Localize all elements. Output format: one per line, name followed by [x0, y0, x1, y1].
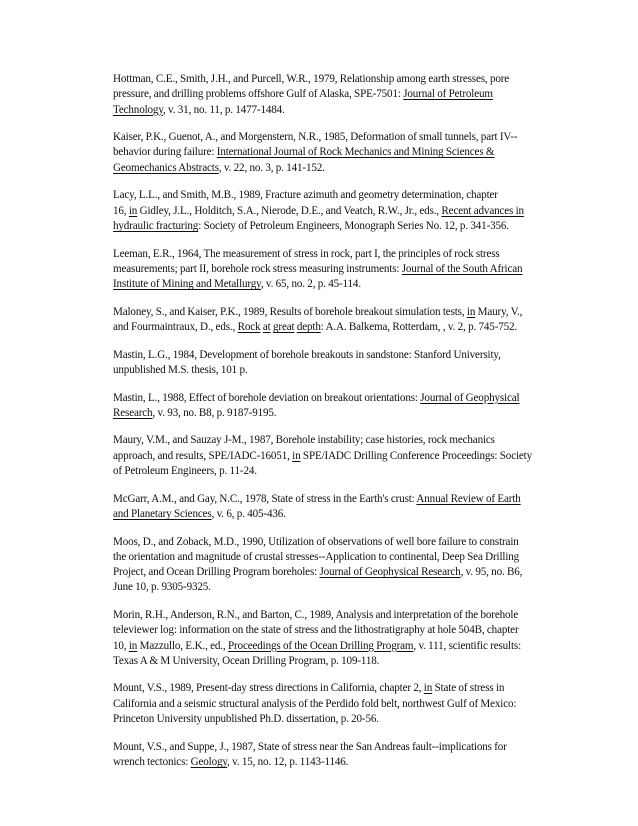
reference-line	[113, 161, 537, 176]
reference-line	[113, 623, 537, 638]
reference-text: , v. 31, no. 11, p. 1477-1484.	[163, 103, 285, 116]
reference-text: 10,	[113, 639, 129, 652]
reference-text: : Society of Petroleum Engineers, Monograph Series No. 12, p. 341-356.	[198, 219, 509, 232]
reference-line	[113, 188, 537, 203]
underlined-text: at	[262, 321, 271, 334]
reference-entry	[113, 740, 537, 771]
reference-line	[113, 219, 537, 234]
reference-text: Mastin, L.G., 1984, Development of borehole breakouts in sandstone: Stanford University,	[113, 348, 501, 361]
reference-line	[113, 550, 537, 565]
reference-text: , v. 93, no. B8, p. 9187-9195.	[152, 406, 277, 419]
underlined-text: Rock	[237, 321, 261, 334]
underlined-text: in	[423, 682, 433, 695]
reference-text: , v. 111, scientific results:	[413, 639, 522, 652]
underlined-text: International Journal of Rock Mechanics and Mining Sciences &	[216, 146, 495, 159]
reference-text: Princeton University unpublished Ph.D. dissertation, p. 20-56.	[113, 713, 379, 726]
reference-text: : A.A. Balkema, Rotterdam, , v. 2, p. 745-752.	[320, 321, 518, 334]
reference-text: the orientation and magnitude of crustal stresses--Application to continental, Deep Sea Drilling	[113, 550, 520, 563]
reference-text: behavior during failure:	[113, 146, 217, 159]
underlined-text: and Planetary Sciences	[113, 507, 212, 520]
reference-line	[113, 507, 537, 522]
reference-line	[113, 277, 537, 292]
underlined-text: Journal of Geophysical	[420, 391, 520, 404]
underlined-text: Geomechanics Abstracts	[113, 161, 219, 174]
reference-text: 16,	[113, 204, 129, 217]
reference-text: measurements; part II, borehole rock stress measuring instruments:	[113, 262, 402, 275]
underlined-text: in	[292, 449, 301, 462]
reference-entry	[113, 348, 537, 379]
reference-line	[113, 580, 537, 595]
underlined-text: Annual Review of Earth	[416, 492, 521, 505]
reference-entry	[113, 681, 537, 727]
reference-text: Mount, V.S., and Suppe, J., 1987, State of stress near the San Andreas fault--implications for	[113, 740, 507, 753]
reference-text: SPE/IADC Drilling Conference Proceedings: Society	[300, 449, 533, 462]
reference-line	[113, 697, 537, 712]
underlined-text: hydraulic fracturing	[113, 219, 199, 232]
reference-text: , v. 95, no. B6,	[460, 566, 523, 579]
underlined-text: in	[128, 204, 138, 217]
reference-line	[113, 130, 537, 145]
reference-entry	[113, 72, 537, 118]
reference-entry	[113, 247, 537, 293]
reference-line	[113, 433, 537, 448]
reference-line	[113, 320, 537, 335]
reference-line	[113, 639, 537, 654]
reference-text: , v. 22, no. 3, p. 141-152.	[218, 161, 325, 174]
reference-line	[113, 464, 537, 479]
reference-line	[113, 740, 537, 755]
reference-text: Hottman, C.E., Smith, J.H., and Purcell, W.R., 1979, Relationship among earth stresses, pore	[113, 73, 510, 85]
underlined-text: Journal of the South African	[401, 262, 523, 275]
reference-text: wrench tectonics:	[113, 755, 191, 768]
reference-line	[113, 755, 537, 770]
reference-line	[113, 247, 537, 262]
reference-line	[113, 348, 537, 363]
reference-entry	[113, 492, 537, 523]
reference-text: June 10, p. 9305-9325.	[113, 581, 211, 594]
reference-entry	[113, 188, 537, 234]
reference-text: Project, and Ocean Drilling Program boreholes:	[113, 566, 320, 579]
reference-text: Maury, V.M., and Sauzay J-M., 1987, Borehole instability; case histories, rock mechanics	[113, 434, 495, 447]
reference-text: Mount, V.S., 1989, Present-day stress directions in California, chapter 2,	[113, 682, 424, 695]
reference-line	[113, 608, 537, 623]
reference-line	[113, 87, 537, 102]
reference-text: Mastin, L., 1988, Effect of borehole deviation on breakout orientations:	[113, 391, 421, 404]
reference-text: , v. 65, no. 2, p. 45-114.	[260, 278, 361, 291]
reference-line	[113, 391, 537, 406]
reference-list	[113, 72, 537, 783]
reference-text: pressure, and drilling problems offshore Gulf of Alaska, SPE-7501:	[113, 88, 404, 101]
reference-text: McGarr, A.M., and Gay, N.C., 1978, State of stress in the Earth's crust:	[113, 492, 417, 505]
reference-entry	[113, 130, 537, 176]
reference-text: unpublished M.S. thesis, 101 p.	[113, 363, 248, 376]
reference-text: Lacy, L.L., and Smith, M.B., 1989, Fracture azimuth and geometry determination, chapter	[113, 189, 498, 202]
reference-text: State of stress in	[432, 682, 505, 695]
underlined-text: Geology	[190, 755, 228, 768]
reference-text: Morin, R.H., Anderson, R.N., and Barton, C., 1989, Analysis and interpretation of the borehole	[113, 608, 519, 621]
underlined-text: depth	[296, 321, 321, 334]
reference-text: Mazzullo, E.K., ed.,	[137, 639, 228, 652]
underlined-text: Research	[113, 406, 153, 419]
reference-text: Gidley, J.L., Holditch, S.A., Nierode, D.E., and Veatch, R.W., Jr., eds.,	[137, 204, 442, 217]
reference-text: Maury, V.,	[475, 305, 523, 318]
underlined-text: Journal of Geophysical Research	[319, 566, 461, 579]
reference-line	[113, 654, 537, 669]
reference-entry	[113, 535, 537, 596]
reference-line	[113, 681, 537, 696]
reference-line	[113, 103, 537, 118]
reference-text: Leeman, E.R., 1964, The measurement of stress in rock, part I, the principles of rock stress	[113, 247, 500, 260]
reference-line	[113, 449, 537, 464]
reference-line	[113, 406, 537, 421]
reference-entry	[113, 391, 537, 422]
reference-text: Kaiser, P.K., Guenot, A., and Morgenstern, N.R., 1985, Deformation of small tunnels, part IV--	[113, 131, 518, 144]
reference-entry	[113, 433, 537, 479]
reference-line	[113, 492, 537, 507]
reference-line	[113, 535, 537, 550]
reference-text: Maloney, S., and Kaiser, P.K., 1989, Results of borehole breakout simulation tests,	[113, 305, 467, 318]
reference-line	[113, 363, 537, 378]
underlined-text: great	[273, 321, 295, 334]
reference-text: and Fourmaintraux, D., eds.,	[113, 321, 238, 334]
reference-line	[113, 145, 537, 160]
reference-text: televiewer log: information on the state of stress and the lithostratigraphy at hole 504B, chapter	[113, 624, 519, 637]
reference-line	[113, 565, 537, 580]
underlined-text: Journal of Petroleum	[403, 88, 493, 101]
underlined-text: Technology	[113, 103, 163, 116]
reference-line	[113, 72, 537, 87]
reference-line	[113, 712, 537, 727]
underlined-text: Proceedings of the Ocean Drilling Program	[227, 639, 414, 652]
reference-entry	[113, 305, 537, 336]
underlined-text: Institute of Mining and Metallurgy	[113, 278, 261, 291]
underlined-text: in	[128, 639, 138, 652]
reference-line	[113, 204, 537, 219]
reference-line	[113, 262, 537, 277]
reference-text: , v. 6, p. 405-436.	[211, 507, 286, 520]
reference-text: Texas A & M University, Ocean Drilling Program, p. 109-118.	[113, 654, 380, 667]
underlined-text: in	[466, 305, 476, 318]
reference-text: California and a seismic structural analysis of the Perdido fold belt, northwest Gulf of Mexico:	[113, 697, 517, 710]
reference-text: Moos, D., and Zoback, M.D., 1990, Utilization of observations of well bore failure to constrain	[113, 535, 519, 548]
reference-text: , v. 15, no. 12, p. 1143-1146.	[227, 755, 349, 768]
reference-text: approach, and results, SPE/IADC-16051,	[113, 449, 293, 462]
reference-line	[113, 305, 537, 320]
underlined-text: Recent advances in	[441, 204, 524, 217]
reference-text: of Petroleum Engineers, p. 11-24.	[113, 465, 257, 478]
reference-entry	[113, 608, 537, 669]
